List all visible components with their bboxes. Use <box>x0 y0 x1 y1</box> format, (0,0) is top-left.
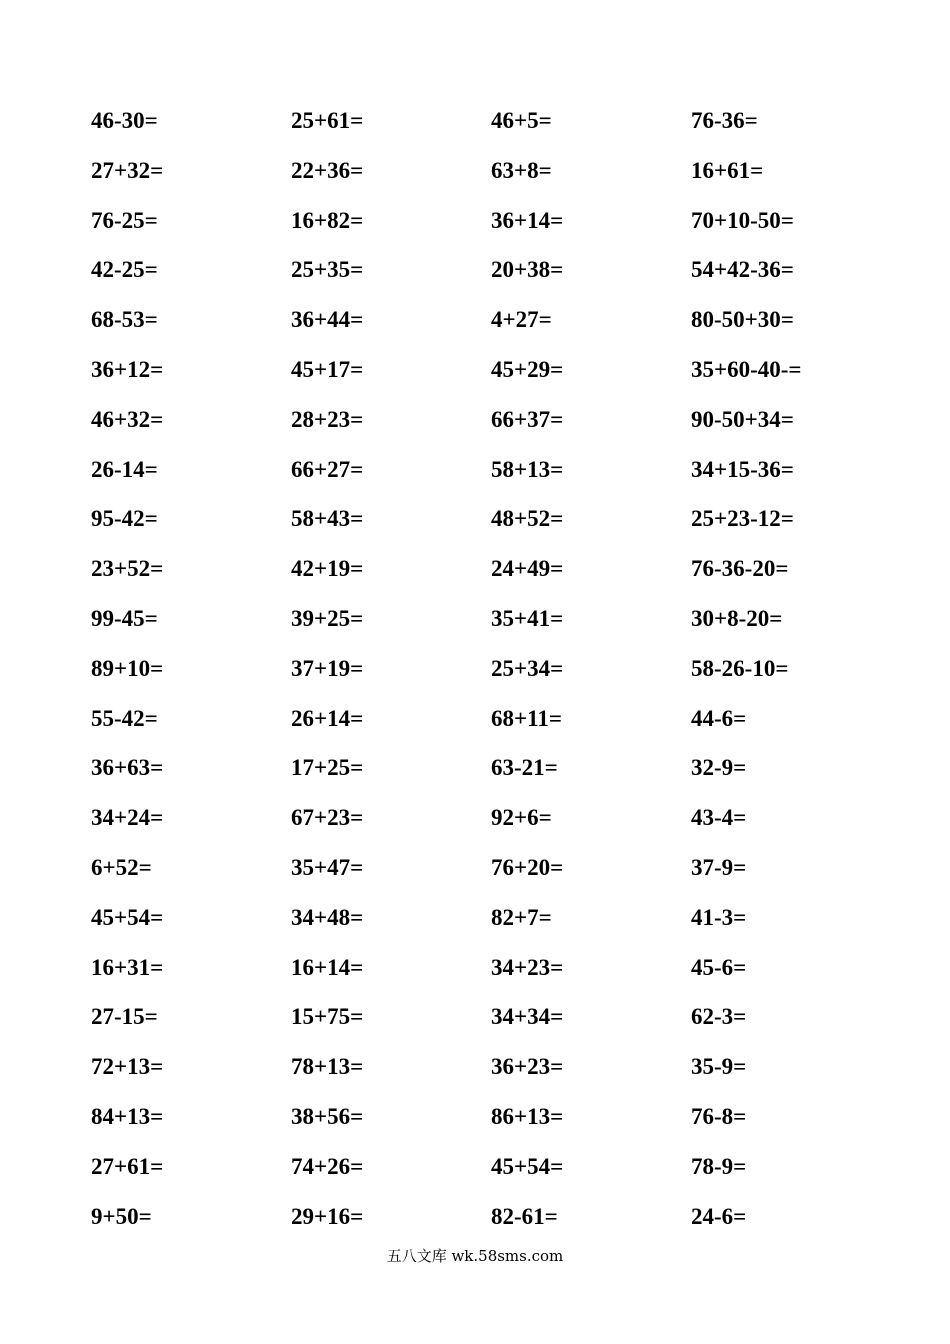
problem-grid <box>91 96 891 1241</box>
math-problem: 46-30= <box>91 108 158 133</box>
math-problem: 15+75= <box>291 1004 364 1030</box>
math-problem: 25+35= <box>291 257 364 283</box>
math-problem: 6+52= <box>91 854 152 880</box>
math-problem: 58+43= <box>291 506 364 532</box>
math-problem: 34+24= <box>91 805 164 831</box>
math-problem: 36+44= <box>291 307 364 333</box>
math-problem: 42-25= <box>91 257 158 283</box>
math-problem: 35+47= <box>291 854 364 880</box>
problem-row <box>91 893 891 943</box>
problem-row <box>91 245 891 295</box>
problem-row <box>91 694 891 744</box>
math-problem: 90-50+34= <box>691 406 794 432</box>
math-problem: 42+19= <box>291 556 364 582</box>
math-problem: 26-14= <box>91 456 158 482</box>
math-problem: 45-6= <box>691 954 747 980</box>
math-problem: 78-9= <box>691 1153 747 1179</box>
math-problem: 16+14= <box>291 954 364 980</box>
math-problem: 35+60-40-= <box>691 356 802 382</box>
math-problem: 76-25= <box>91 207 158 233</box>
math-problem: 70+10-50= <box>691 207 794 233</box>
math-problem: 67+23= <box>291 805 364 831</box>
math-problem: 27+32= <box>91 157 164 183</box>
math-problem: 44-6= <box>691 705 747 731</box>
math-problem: 34+34= <box>491 1004 564 1030</box>
math-problem: 9+50= <box>91 1203 152 1229</box>
math-problem: 76+20= <box>491 854 564 880</box>
math-problem: 63+8= <box>491 157 552 183</box>
math-problem: 84+13= <box>91 1103 164 1129</box>
math-problem: 36+14= <box>491 207 564 233</box>
problem-row <box>91 494 891 544</box>
math-problem: 41-3= <box>691 904 747 930</box>
problem-row <box>91 445 891 495</box>
math-problem: 20+38= <box>491 257 564 283</box>
footer-watermark: 五八文库 wk.58sms.com <box>386 1247 564 1265</box>
problem-row <box>91 644 891 694</box>
math-problem: 72+13= <box>91 1054 164 1080</box>
problem-row <box>91 544 891 594</box>
math-problem: 76-8= <box>691 1103 747 1129</box>
math-problem: 45+54= <box>491 1153 564 1179</box>
math-problem: 80-50+30= <box>691 307 794 333</box>
problem-row <box>91 96 891 146</box>
math-problem: 16+82= <box>291 207 364 233</box>
math-problem: 89+10= <box>91 655 164 681</box>
problem-row <box>91 943 891 993</box>
math-problem: 82-61= <box>491 1203 558 1229</box>
problem-row <box>91 1142 891 1192</box>
math-problem: 32-9= <box>691 755 747 781</box>
math-problem: 25+34= <box>491 655 564 681</box>
math-problem: 66+37= <box>491 406 564 432</box>
math-problem: 99-45= <box>91 605 158 631</box>
math-problem: 26+14= <box>291 705 364 731</box>
problem-row <box>91 146 891 196</box>
math-problem: 68-53= <box>91 307 158 333</box>
math-problem: 95-42= <box>91 506 158 532</box>
math-problem: 45+54= <box>91 904 164 930</box>
math-problem: 28+23= <box>291 406 364 432</box>
math-problem: 63-21= <box>491 755 558 781</box>
problem-row <box>91 196 891 246</box>
math-problem: 78+13= <box>291 1054 364 1080</box>
problem-row <box>91 843 891 893</box>
math-problem: 92+6= <box>491 805 552 831</box>
math-problem: 66+27= <box>291 456 364 482</box>
math-problem: 86+13= <box>491 1103 564 1129</box>
problem-row <box>91 743 891 793</box>
math-problem: 55-42= <box>91 705 158 731</box>
math-problem: 36+12= <box>91 356 164 382</box>
math-problem: 17+25= <box>291 755 364 781</box>
math-problem: 29+16= <box>291 1203 364 1229</box>
math-problem: 25+61= <box>291 108 364 133</box>
problem-row <box>91 295 891 345</box>
math-problem: 43-4= <box>691 805 747 831</box>
math-problem: 22+36= <box>291 157 364 183</box>
problem-row <box>91 395 891 445</box>
problem-row <box>91 594 891 644</box>
math-problem: 46+5= <box>491 108 552 133</box>
math-problem: 38+56= <box>291 1103 364 1129</box>
problem-row <box>91 1192 891 1242</box>
math-problem: 45+29= <box>491 356 564 382</box>
math-problem: 30+8-20= <box>691 605 783 631</box>
math-problem: 37+19= <box>291 655 364 681</box>
math-problem: 34+15-36= <box>691 456 794 482</box>
problem-row <box>91 1042 891 1092</box>
math-problem: 24-6= <box>691 1203 747 1229</box>
math-problem: 4+27= <box>491 307 552 333</box>
math-problem: 34+23= <box>491 954 564 980</box>
problem-row <box>91 793 891 843</box>
math-problem: 62-3= <box>691 1004 747 1030</box>
math-problem: 24+49= <box>491 556 564 582</box>
math-problem: 27-15= <box>91 1004 158 1030</box>
problem-row <box>91 345 891 395</box>
math-problem: 37-9= <box>691 854 747 880</box>
math-problem: 74+26= <box>291 1153 364 1179</box>
math-problem: 58+13= <box>491 456 564 482</box>
math-problem: 27+61= <box>91 1153 164 1179</box>
math-problem: 58-26-10= <box>691 655 789 681</box>
math-problem: 45+17= <box>291 356 364 382</box>
math-problem: 39+25= <box>291 605 364 631</box>
math-problem: 23+52= <box>91 556 164 582</box>
math-problem: 25+23-12= <box>691 506 794 532</box>
math-problem: 54+42-36= <box>691 257 794 283</box>
math-problem: 16+31= <box>91 954 164 980</box>
math-problem: 34+48= <box>291 904 364 930</box>
problem-row <box>91 1092 891 1142</box>
math-problem: 76-36-20= <box>691 556 789 582</box>
math-problem: 36+23= <box>491 1054 564 1080</box>
math-problem: 82+7= <box>491 904 552 930</box>
math-problem: 68+11= <box>491 705 562 731</box>
math-problem: 76-36= <box>691 108 758 133</box>
math-problem: 46+32= <box>91 406 164 432</box>
math-problem: 35-9= <box>691 1054 747 1080</box>
math-problem: 35+41= <box>491 605 564 631</box>
math-problem: 36+63= <box>91 755 164 781</box>
problem-row <box>91 992 891 1042</box>
math-problem: 48+52= <box>491 506 564 532</box>
math-problem: 16+61= <box>691 157 764 183</box>
